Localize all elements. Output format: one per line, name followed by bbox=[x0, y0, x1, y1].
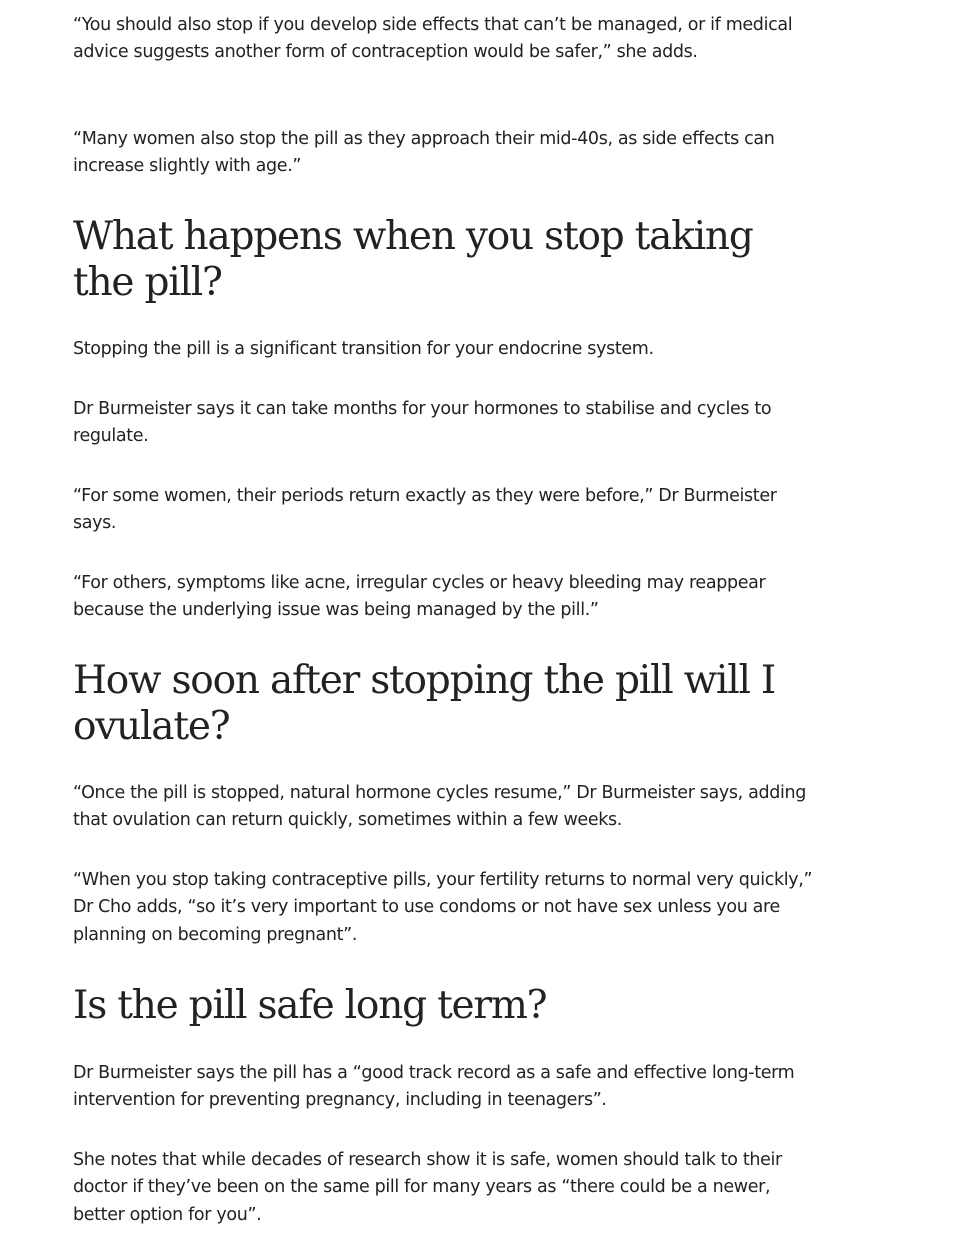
paragraph-endocrine-transition: Stopping the pill is a significant transition for your endocrine system. bbox=[73, 339, 654, 359]
heading-what-happens: What happens when you stop taking the pill? bbox=[73, 214, 753, 305]
heading-safe-long-term: Is the pill safe long term? bbox=[73, 983, 547, 1028]
paragraph-periods-return: “For some women, their periods return exactly as they were before,” Dr Burmeister says. bbox=[73, 486, 777, 534]
paragraph-cycles-resume: “Once the pill is stopped, natural hormone cycles resume,” Dr Burmeister says, adding that ovulation can return quickly, sometimes within a few weeks. bbox=[73, 783, 807, 831]
paragraph-stop-side-effects: “You should also stop if you develop side effects that can’t be managed, or if medical advice suggests another form of contraception would be safer,” she adds. bbox=[73, 15, 793, 63]
paragraph-fertility-returns: “When you stop taking contraceptive pills, your fertility returns to normal very quickly,” Dr Cho adds, “so it’s very important to use condoms or not have sex unless you are planning on becoming pregnant”. bbox=[73, 870, 813, 945]
paragraph-symptoms-reappear: “For others, symptoms like acne, irregular cycles or heavy bleeding may reappear because the underlying issue was being managed by the pill.” bbox=[73, 573, 766, 621]
paragraph-track-record: Dr Burmeister says the pill has a “good track record as a safe and effective long-term intervention for preventing pregnancy, including in teenagers”. bbox=[73, 1063, 795, 1111]
paragraph-hormones-stabilise: Dr Burmeister says it can take months for your hormones to stabilise and cycles to regulate. bbox=[73, 399, 772, 447]
paragraph-newer-option: She notes that while decades of research show it is safe, women should talk to their doctor if they’ve been on the same pill for many years as “there could be a newer, better option for you”. bbox=[73, 1150, 782, 1225]
heading-ovulate: How soon after stopping the pill will I ovulate? bbox=[73, 658, 776, 749]
paragraph-mid-40s: “Many women also stop the pill as they approach their mid-40s, as side effects can increase slightly with age.” bbox=[73, 129, 775, 177]
